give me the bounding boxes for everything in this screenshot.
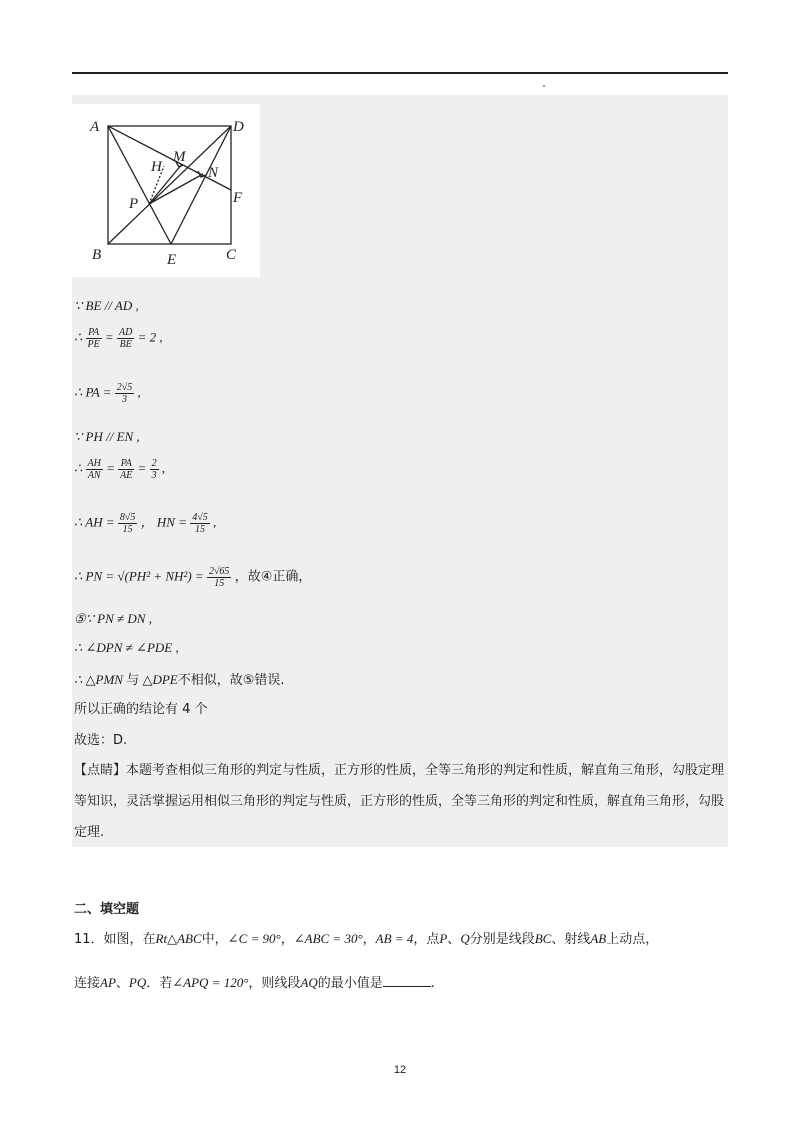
fraction-ad-be: $\frac{AD}{BE}$	[119, 327, 133, 350]
fraction-2sqrt5-3: $\frac{2√5}{3}$	[116, 382, 133, 405]
solution-line-10	[74, 671, 285, 690]
and-word: 与	[126, 673, 140, 688]
triangle-dpe: △DPE	[142, 672, 178, 687]
solution-line-6	[74, 512, 216, 535]
solution-line-9: ∴ ∠DPN ≠ ∠PDE ,	[74, 640, 179, 655]
line-3-comma: ,	[137, 384, 141, 400]
fraction-pa-ae: $\frac{PA}{AE}$	[120, 458, 133, 481]
solution-line-4: ∵ PH // EN ,	[74, 429, 140, 444]
question-11-line-2: 连接AP、PQ．若∠APQ = 120°，则线段AQ的最小值是 .	[74, 975, 435, 991]
line-5-comma: ,	[161, 460, 166, 476]
solution-line-11: 所以正确的结论有 4 个	[74, 702, 208, 717]
answer-blank[interactable]	[383, 974, 431, 987]
solution-line-5: ∴ $\frac{AH}{AN}$ = $\frac{PA}{AE}$ = $\frac{2}{3}$ ,	[74, 458, 166, 481]
solution-line-12: 故选：D.	[74, 733, 128, 748]
label-p: P	[129, 196, 139, 212]
diagonal-bd	[108, 126, 231, 244]
label-f: F	[233, 190, 243, 206]
label-c: C	[226, 247, 237, 263]
pa-equals: ∴ PA =	[74, 384, 112, 400]
label-e: E	[167, 252, 177, 268]
question-11-line-1: 11．如图，在Rt△ABC中，∠C = 90°，∠ABC = 30°，AB = 4，点P、Q分别是线段BC、射线AB上动点，	[74, 931, 659, 947]
fraction-pa-pe: $\frac{PA}{PE}$	[87, 327, 100, 350]
section-heading: 二、填空题	[74, 902, 140, 917]
comment-paragraph: 【点睛】本题考查相似三角形的判定与性质，正方形的性质，全等三角形的判定和性质，解直角三角形，勾股定理等知识，灵活掌握运用相似三角形的判定与性质，正方形的性质，全等三角形的判定和性质，解直角三角形，勾股定理.	[74, 763, 725, 840]
solution-line-3	[74, 382, 141, 405]
solution-line-8: ⑤∵ PN ≠ DN ,	[74, 611, 152, 626]
label-m: M	[173, 149, 186, 165]
header-rule	[72, 72, 728, 74]
hn-equals: ， HN =	[140, 514, 187, 530]
line-6-comma: ,	[212, 514, 217, 530]
label-d: D	[233, 119, 244, 135]
solution-line-2: ∴ $\frac{PA}{PE}$ = $\frac{AD}{BE}$ = 2 ,	[74, 327, 163, 350]
fraction-2sqrt65-15: $\frac{2√65}{15}$	[208, 566, 230, 589]
fraction-4sqrt5-15: $\frac{4√5}{15}$	[192, 512, 208, 535]
pn-equals: ∴ PN = √(PH² + NH²) =	[74, 568, 204, 584]
fraction-ah-an: $\frac{AH}{AN}$	[87, 458, 101, 481]
geometry-figure	[72, 104, 260, 277]
equals-two: = 2 ,	[137, 329, 163, 345]
fraction-8sqrt5-15: $\frac{8√5}{15}$	[119, 512, 136, 535]
ah-equals: ∴ AH =	[74, 514, 115, 530]
conclusion-4-correct: ，故④正确，	[234, 569, 312, 585]
solution-line-1: ∵ BE // AD ,	[74, 298, 139, 313]
fraction-2-3: $\frac{2}{3}$	[151, 458, 157, 481]
triangle-pmn: ∴ △PMN	[74, 672, 123, 687]
square-diagram	[72, 104, 260, 277]
therefore-symbol-2: ∴	[74, 460, 83, 476]
label-h: H	[151, 159, 162, 175]
segment-ae	[108, 126, 171, 244]
therefore-symbol: ∴	[74, 329, 83, 345]
solution-line-7	[74, 566, 311, 589]
label-n: N	[208, 165, 219, 181]
label-a: A	[90, 119, 100, 135]
conclusion-5-wrong: 不相似，故⑤错误.	[177, 673, 285, 688]
page-number: 12	[393, 1064, 407, 1076]
header-mark	[543, 85, 545, 87]
label-b: B	[92, 247, 102, 263]
